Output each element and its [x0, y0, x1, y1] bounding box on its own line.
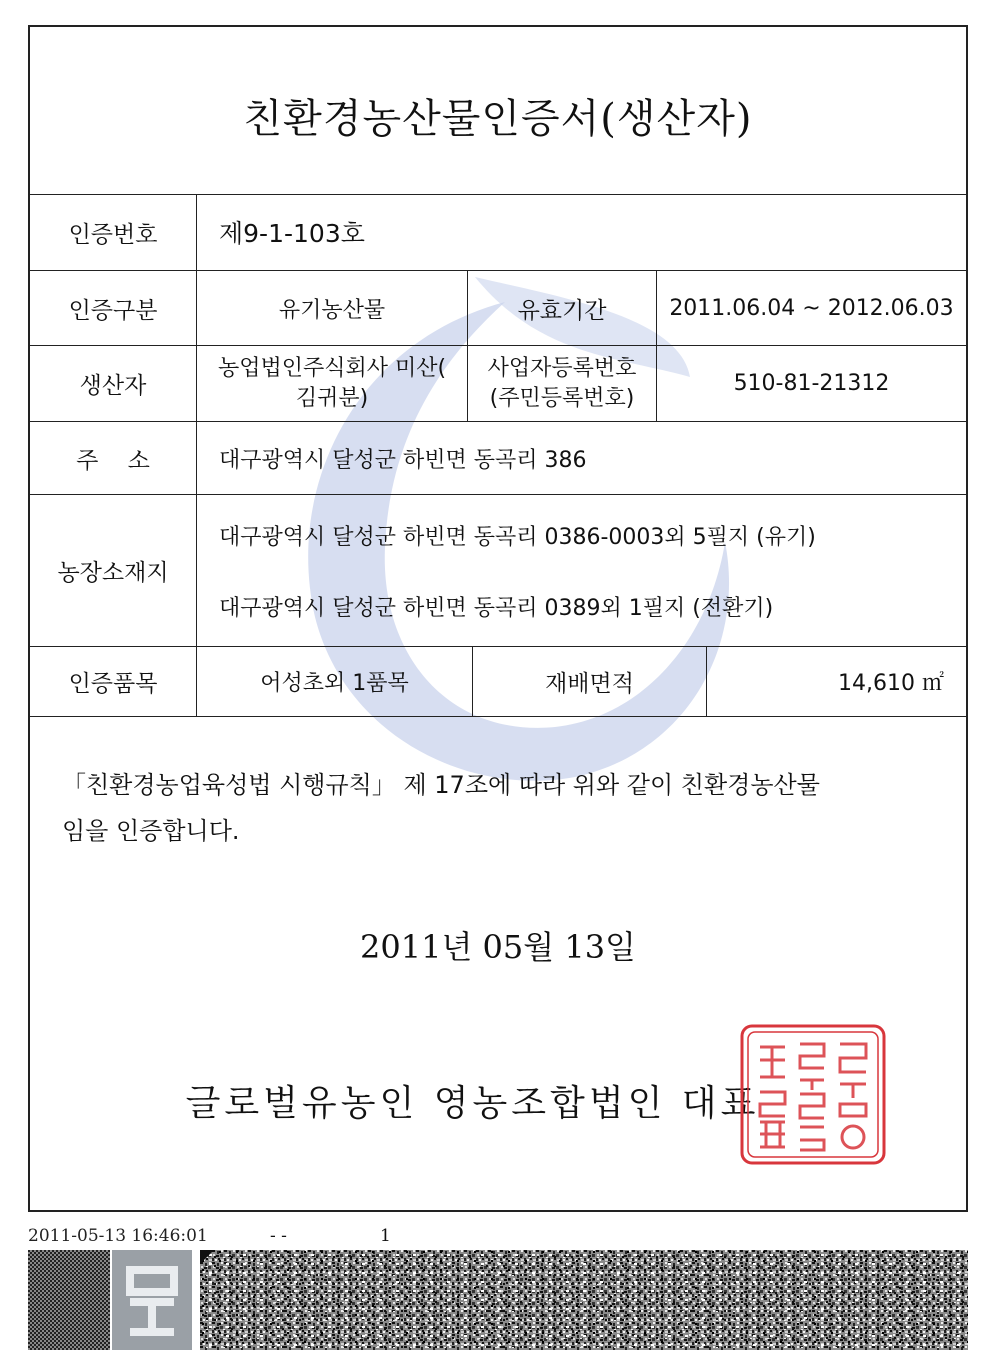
- encoded-data-strip-icon: [200, 1250, 968, 1350]
- producer-label: 생산자: [30, 346, 197, 421]
- issue-date: 2011년 05월 13일: [360, 928, 636, 966]
- cert-number-label: 인증번호: [30, 194, 197, 270]
- item-label: 인증품목: [30, 647, 197, 716]
- biz-number-label-line2: (주민등록번호): [489, 385, 635, 411]
- statement-line1: 「친환경농업육성법 시행규칙」 제 17조에 따라 위와 같이 친환경농산물: [62, 771, 820, 799]
- fax-page-number: 1: [380, 1226, 391, 1246]
- producer-line1: 농업법인주식회사 미산(: [217, 355, 447, 381]
- fax-dashes: - -: [270, 1226, 287, 1246]
- certificate: [28, 25, 968, 1212]
- validity-value: 2011.06.04 ~ 2012.06.03: [669, 295, 954, 321]
- cert-type-label: 인증구분: [30, 271, 197, 345]
- area-label: 재배면적: [472, 647, 707, 716]
- faded-logo-icon: [112, 1250, 192, 1350]
- row-cert-type: [30, 271, 966, 346]
- farm-line-1: 대구광역시 달성군 하빈면 동곡리 0386-0003외 5필지 (유기): [219, 524, 816, 550]
- row-producer: [30, 346, 966, 422]
- barcode-square-icon: [28, 1250, 110, 1350]
- certificate-title: 친환경농산물인증서(생산자): [243, 96, 753, 142]
- item-value: 어성초외 1품목: [260, 671, 409, 696]
- fax-timestamp: 2011-05-13 16:46:01: [28, 1226, 208, 1246]
- farm-line-2: 대구광역시 달성군 하빈면 동곡리 0389외 1필지 (전환기): [219, 595, 774, 621]
- certification-statement: [62, 762, 942, 854]
- biz-number-label-line1: 사업자등록번호: [487, 355, 637, 381]
- row-item: [30, 647, 966, 717]
- row-farm-location: [30, 495, 966, 647]
- producer-line2: 김귀분): [295, 385, 369, 411]
- cert-type-value: 유기농산물: [278, 297, 386, 323]
- area-value: 14,610 ㎡: [838, 671, 944, 696]
- row-cert-number: [30, 194, 966, 271]
- producer-value: [197, 346, 467, 421]
- row-address: [30, 422, 966, 495]
- biz-number-label: [467, 346, 657, 421]
- farm-location-value: [197, 495, 966, 646]
- biz-number-value: 510-81-21312: [733, 371, 890, 396]
- address-label: 주 소: [30, 422, 197, 494]
- cert-number-value: 제9-1-103호: [219, 219, 365, 248]
- validity-label: 유효기간: [467, 271, 657, 345]
- title-area: [30, 27, 966, 195]
- red-seal-icon: [738, 1022, 888, 1167]
- address-value: 대구광역시 달성군 하빈면 동곡리 386: [219, 447, 587, 473]
- issuer-name: 글로벌유농인 영농조합법인 대표: [185, 1083, 760, 1124]
- farm-location-label: 농장소재지: [30, 495, 197, 646]
- statement-line2: 임을 인증합니다.: [62, 817, 240, 845]
